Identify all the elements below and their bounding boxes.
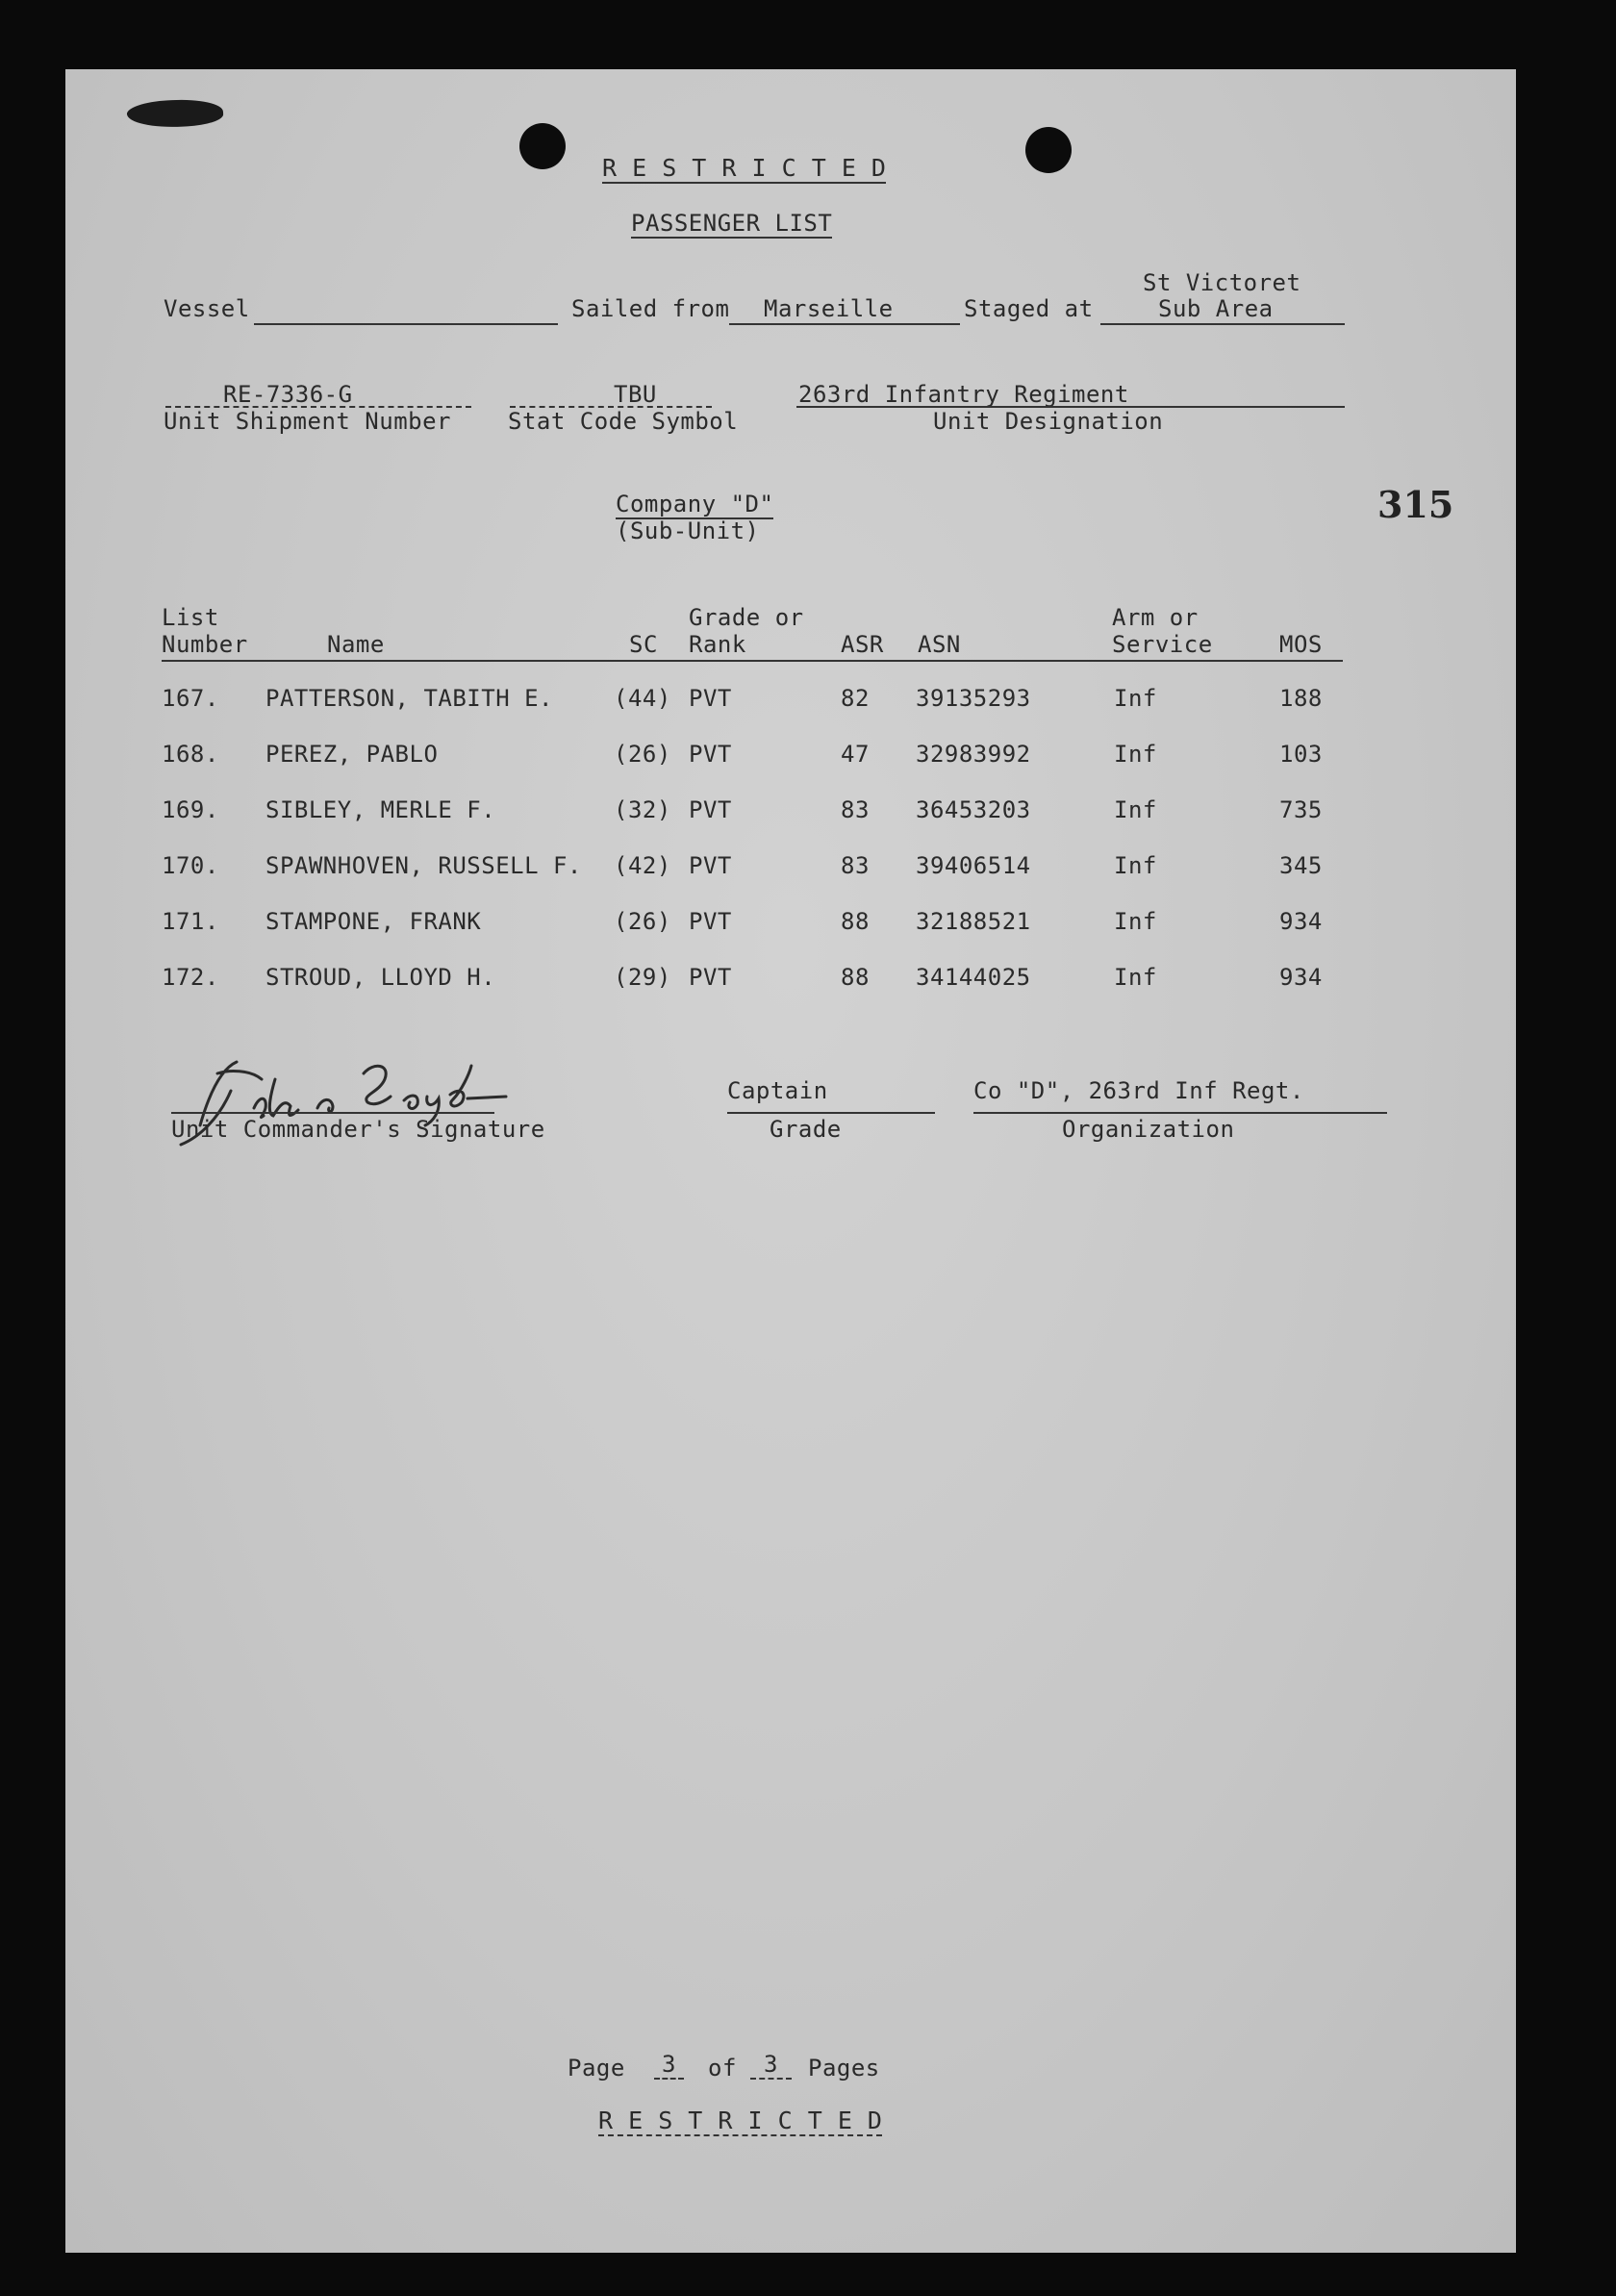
table-row xyxy=(65,685,1516,723)
table-row xyxy=(65,852,1516,891)
cell-asn: 39135293 xyxy=(916,685,1031,712)
cell-grade: PVT xyxy=(689,964,732,991)
signer-organization: Co "D", 263rd Inf Regt. xyxy=(973,1077,1304,1104)
staged-at-value-line1: St Victoret xyxy=(1143,269,1301,296)
cell-num: 168. xyxy=(162,741,219,768)
unit-designation-label: Unit Designation xyxy=(933,408,1164,435)
cell-sc: (26) xyxy=(614,741,671,768)
signature-line xyxy=(171,1112,494,1114)
page-stamp-number: 315 xyxy=(1377,483,1454,526)
document-page xyxy=(65,69,1516,2253)
stat-code-value: TBU xyxy=(614,381,657,408)
sailed-from-value: Marseille xyxy=(764,295,894,322)
page-total: 3 xyxy=(750,2051,792,2080)
sailed-from-label: Sailed from xyxy=(571,295,730,322)
cell-asn: 32188521 xyxy=(916,908,1031,935)
cell-asr: 47 xyxy=(841,741,870,768)
cell-sc: (32) xyxy=(614,796,671,823)
staged-at-line xyxy=(1100,323,1345,325)
signer-grade: Captain xyxy=(727,1077,828,1104)
cell-mos: 188 xyxy=(1279,685,1323,712)
cell-num: 172. xyxy=(162,964,219,991)
punch-hole-right xyxy=(1025,127,1072,173)
cell-arm: Inf xyxy=(1114,796,1157,823)
cell-mos: 103 xyxy=(1279,741,1323,768)
document-title: PASSENGER LIST xyxy=(631,210,833,237)
cell-grade: PVT xyxy=(689,908,732,935)
cell-arm: Inf xyxy=(1114,741,1157,768)
cell-sc: (26) xyxy=(614,908,671,935)
staged-at-label: Staged at xyxy=(964,295,1094,322)
cell-num: 170. xyxy=(162,852,219,879)
ink-blot xyxy=(126,97,223,129)
unit-designation-value: 263rd Infantry Regiment xyxy=(798,381,1129,408)
col-grade-1: Grade or xyxy=(689,604,804,631)
cell-name: STROUD, LLOYD H. xyxy=(265,964,496,991)
cell-num: 171. xyxy=(162,908,219,935)
cell-arm: Inf xyxy=(1114,908,1157,935)
table-row xyxy=(65,741,1516,779)
restricted-footer: R E S T R I C T E D xyxy=(598,2107,883,2134)
cell-name: PATTERSON, TABITH E. xyxy=(265,685,553,712)
cell-arm: Inf xyxy=(1114,964,1157,991)
col-name: Name xyxy=(327,631,385,658)
col-arm-1: Arm or xyxy=(1112,604,1199,631)
cell-name: SPAWNHOVEN, RUSSELL F. xyxy=(265,852,582,879)
col-asr: ASR xyxy=(841,631,884,658)
cell-asr: 83 xyxy=(841,852,870,879)
cell-num: 169. xyxy=(162,796,219,823)
of-label: of xyxy=(708,2055,737,2082)
cell-mos: 934 xyxy=(1279,908,1323,935)
cell-name: SIBLEY, MERLE F. xyxy=(265,796,496,823)
stat-code-label: Stat Code Symbol xyxy=(508,408,739,435)
pages-label: Pages xyxy=(808,2055,880,2082)
table-row xyxy=(65,908,1516,946)
vessel-label: Vessel xyxy=(164,295,250,322)
col-sc: SC xyxy=(629,631,658,658)
cell-mos: 934 xyxy=(1279,964,1323,991)
col-grade-2: Rank xyxy=(689,631,746,658)
col-list-number-2: Number xyxy=(162,631,248,658)
cell-grade: PVT xyxy=(689,741,732,768)
cell-asn: 34144025 xyxy=(916,964,1031,991)
page-label: Page xyxy=(568,2055,625,2082)
cell-asn: 39406514 xyxy=(916,852,1031,879)
col-mos: MOS xyxy=(1279,631,1323,658)
cell-grade: PVT xyxy=(689,852,732,879)
page-number: 3 xyxy=(654,2051,684,2080)
cell-mos: 735 xyxy=(1279,796,1323,823)
restricted-header: R E S T R I C T E D xyxy=(602,154,887,182)
sailed-from-line xyxy=(729,323,960,325)
cell-num: 167. xyxy=(162,685,219,712)
cell-name: PEREZ, PABLO xyxy=(265,741,439,768)
cell-arm: Inf xyxy=(1114,685,1157,712)
staged-at-value-line2: Sub Area xyxy=(1158,295,1274,322)
cell-asn: 36453203 xyxy=(916,796,1031,823)
grade-line xyxy=(727,1112,935,1114)
col-asn: ASN xyxy=(918,631,961,658)
handwritten-signature xyxy=(162,1041,508,1166)
cell-grade: PVT xyxy=(689,796,732,823)
unit-shipment-label: Unit Shipment Number xyxy=(164,408,451,435)
unit-shipment-number: RE-7336-G xyxy=(223,381,353,408)
header-rule xyxy=(162,660,1343,662)
col-arm-2: Service xyxy=(1112,631,1213,658)
signature-label: Unit Commander's Signature xyxy=(171,1116,545,1143)
cell-mos: 345 xyxy=(1279,852,1323,879)
punch-hole-left xyxy=(519,123,566,169)
cell-asr: 82 xyxy=(841,685,870,712)
table-row xyxy=(65,796,1516,835)
cell-grade: PVT xyxy=(689,685,732,712)
grade-label: Grade xyxy=(770,1116,842,1143)
table-row xyxy=(65,964,1516,1002)
organization-line xyxy=(973,1112,1387,1114)
organization-label: Organization xyxy=(1062,1116,1235,1143)
cell-arm: Inf xyxy=(1114,852,1157,879)
col-list-number-1: List xyxy=(162,604,219,631)
cell-asr: 88 xyxy=(841,964,870,991)
cell-asr: 88 xyxy=(841,908,870,935)
cell-asr: 83 xyxy=(841,796,870,823)
cell-sc: (42) xyxy=(614,852,671,879)
sub-unit-label: (Sub-Unit) xyxy=(616,517,760,544)
cell-sc: (29) xyxy=(614,964,671,991)
cell-sc: (44) xyxy=(614,685,671,712)
cell-name: STAMPONE, FRANK xyxy=(265,908,482,935)
vessel-blank-line xyxy=(254,323,558,325)
sub-unit-value: Company "D" xyxy=(616,491,774,517)
cell-asn: 32983992 xyxy=(916,741,1031,768)
